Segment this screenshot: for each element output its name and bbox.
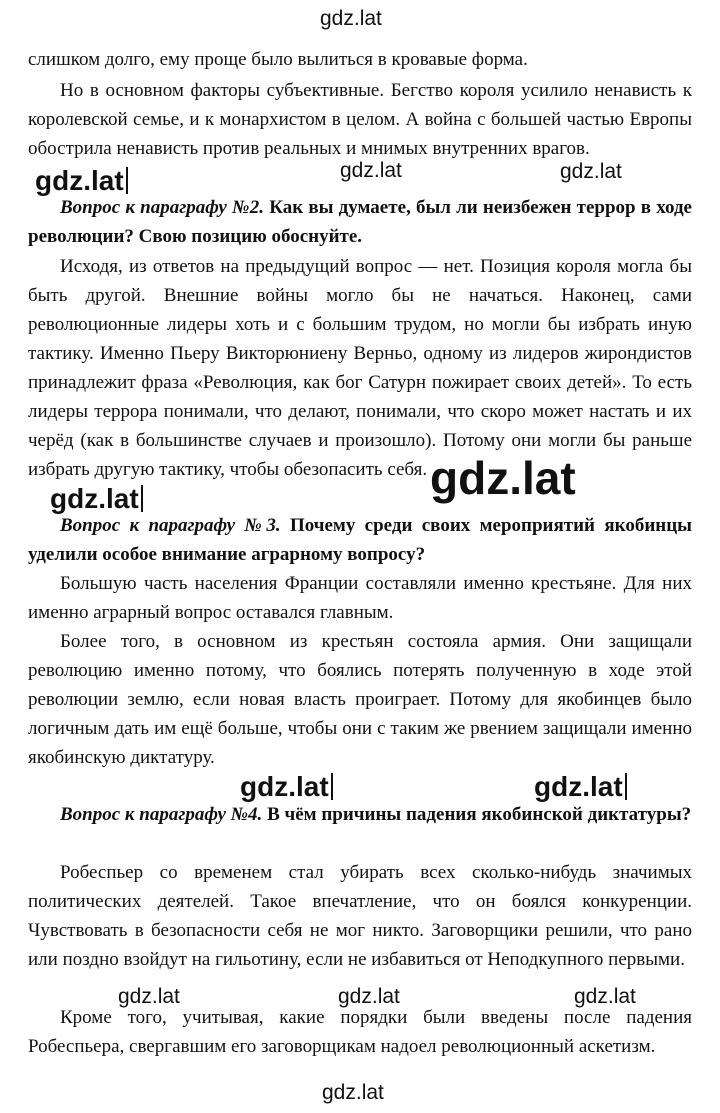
watermark: gdz.lat — [534, 773, 627, 801]
watermark-large: gdz.lat — [430, 452, 576, 504]
question-2-text: Как вы думаете, был ли неизбежен террор в ходе революции? Свою позицию обоснуйте. — [28, 197, 692, 247]
question-4-text: В чём причины падения якобинской диктатуры? — [262, 804, 692, 825]
answer-2: Исходя, из ответов на предыдущий вопрос — нет. Позиция короля могла бы быть другой. Внешние войны могло бы не начаться. Наконец, сами революционные лидеры хоть и с большим трудом, но могли бы избрать иную тактику. Именно Пьеру Викторюниену Верньо, одному из лидеров жирондистов принадлежит фраза «Революция, как бог Сатурн пожирает своих детей». То есть лидеры террора понимали, что делают, понимали, что скоро может настать и их черёд (как в большинстве случаев и произошло). Потому они могли бы раньше избрать другую тактику, чтобы обезопасить себя. — [28, 256, 692, 480]
question-4-lead: Вопрос к параграфу №4. — [60, 804, 263, 825]
watermark: gdz.lat — [50, 485, 143, 513]
watermark: gdz.lat — [560, 160, 622, 183]
answer-3-part-2: Более того, в основном из крестьян состояла армия. Они защищали революцию именно потому, что боялись потерять полученную в ходе этой революции землю, если новая власть проиграет. Потому для якобинцев было логичным дать им ещё больше, чтобы они с таким же рвением защищали именно якобинскую диктатуру. — [28, 631, 692, 768]
watermark: gdz.lat — [240, 773, 333, 801]
question-3 — [28, 511, 692, 569]
paragraph-continuation: слишком долго, ему проще было вылиться в кровавые форма. — [28, 49, 528, 70]
watermark: gdz.lat — [574, 985, 636, 1008]
watermark: gdz.lat — [340, 159, 402, 182]
answer-4-part-1: Робеспьер со временем стал убирать всех сколько-нибудь значимых политических деятелей. Такое впечатление, что он боялся конкуренции. Чувствовать в безопасности себя не мог никто. Заговорщики решили, что рано или поздно взойдут на гильотину, если не избавиться от Неподкупного первыми. — [28, 862, 692, 970]
watermark: gdz.lat — [338, 985, 400, 1008]
question-2-lead: Вопрос к параграфу №2. — [60, 197, 265, 218]
watermark-bottom: gdz.lat — [322, 1081, 384, 1104]
question-2 — [28, 193, 692, 251]
answer-3-part-1: Большую часть населения Франции составляли именно крестьяне. Для них именно аграрный вопрос оставался главным. — [28, 573, 692, 623]
watermark: gdz.lat — [35, 167, 128, 195]
question-3-text: Почему среди своих мероприятий якобинцы уделили особое внимание аграрному вопросу? — [28, 515, 692, 565]
question-4 — [28, 800, 692, 829]
watermark: gdz.lat — [118, 985, 180, 1008]
paragraph-subjective-factors: Но в основном факторы субъективные. Бегство короля усилило ненависть к королевской семье, и к монархистом в целом. А война с большей частью Европы обострила ненависть против реальных и мнимых внутренних врагов. — [28, 80, 692, 159]
question-3-lead: Вопрос к параграфу №3. — [60, 515, 281, 536]
answer-4-part-2: Кроме того, учитывая, какие порядки были введены после падения Робеспьера, свергавшим его заговорщикам надоел революционный аскетизм. — [28, 1007, 692, 1057]
watermark-top: gdz.lat — [320, 7, 382, 30]
